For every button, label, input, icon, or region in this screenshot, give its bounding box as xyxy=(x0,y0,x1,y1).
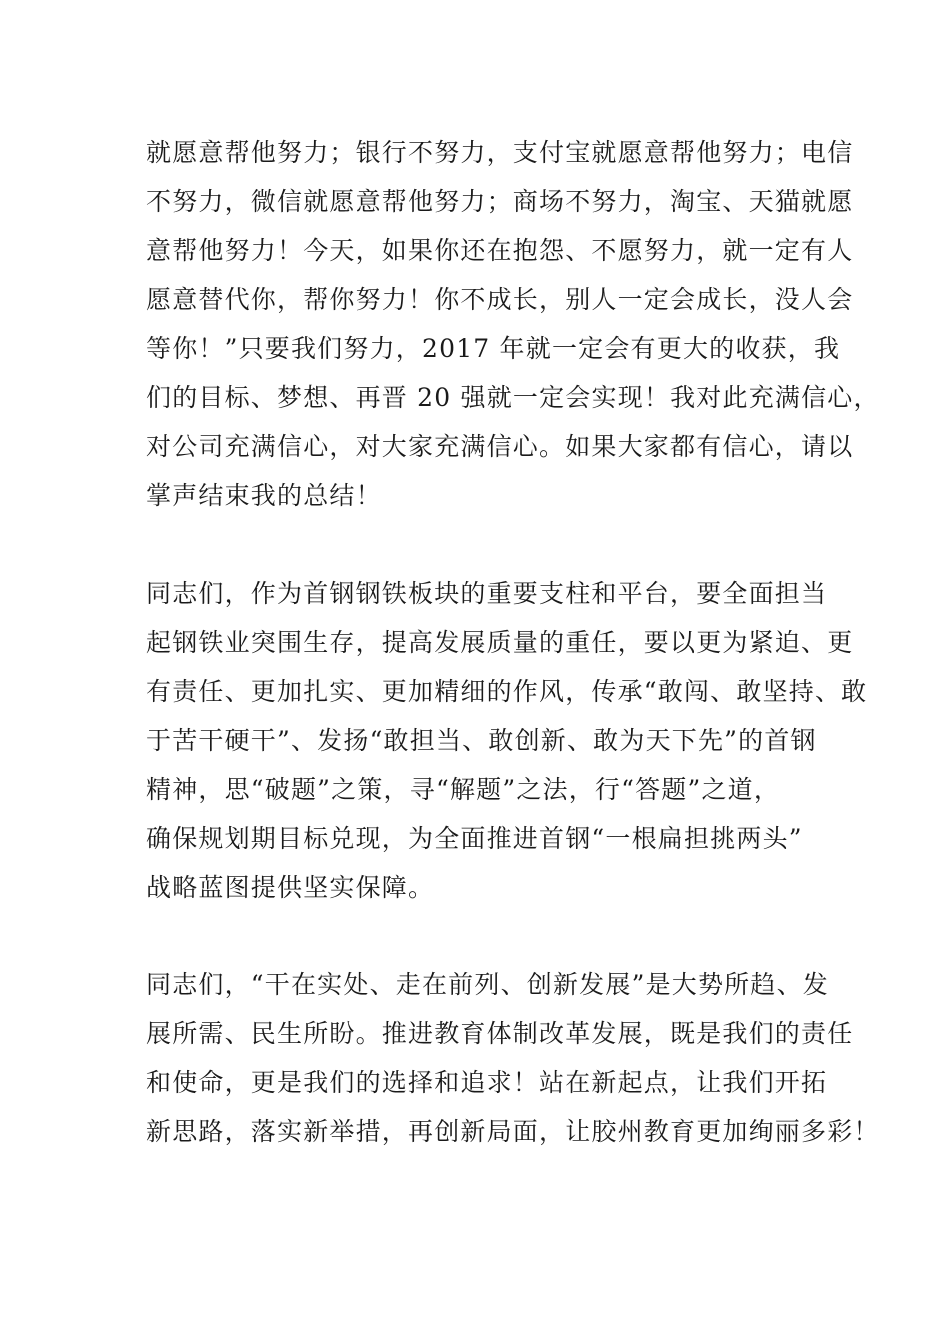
paragraph-line: 们的目标、梦想、再晋 20 强就一定会实现！我对此充满信心， xyxy=(146,383,880,412)
paragraph-line: 于苦干硬干”、发扬“敢担当、敢创新、敢为天下先”的首钢 xyxy=(146,726,817,755)
paragraph-line: 新思路，落实新举措，再创新局面，让胶州教育更加绚丽多彩！ xyxy=(146,1117,880,1146)
paragraph-line: 同志们，作为首钢钢铁板块的重要支柱和平台，要全面担当 xyxy=(146,579,828,608)
paragraph-line: 精神，思“破题”之策，寻“解题”之法，行“答题”之道， xyxy=(146,775,781,804)
document-body xyxy=(146,128,880,1156)
paragraph-line: 确保规划期目标兑现，为全面推进首钢“一根扁担挑两头” xyxy=(146,824,803,853)
paragraph-line: 战略蓝图提供坚实保障。 xyxy=(146,873,435,902)
paragraph-line: 展所需、民生所盼。推进教育体制改革发展，既是我们的责任 xyxy=(146,1019,854,1048)
paragraph-line: 对公司充满信心，对大家充满信心。如果大家都有信心，请以 xyxy=(146,432,854,461)
paragraph-line: 同志们，“干在实处、走在前列、创新发展”是大势所趋、发 xyxy=(146,970,829,999)
paragraph-line: 和使命，更是我们的选择和追求！站在新起点，让我们开拓 xyxy=(146,1068,828,1097)
paragraph-1 xyxy=(146,128,880,520)
paragraph-2 xyxy=(146,569,868,912)
paragraph-spacer xyxy=(146,912,810,960)
paragraph-line: 掌声结束我的总结！ xyxy=(146,481,382,510)
paragraph-line: 起钢铁业突围生存，提高发展质量的重任，要以更为紧迫、更 xyxy=(146,628,854,657)
paragraph-line: 愿意替代你，帮你努力！你不成长，别人一定会成长，没人会 xyxy=(146,285,854,314)
paragraph-line: 就愿意帮他努力；银行不努力，支付宝就愿意帮他努力；电信 xyxy=(146,138,854,167)
paragraph-line: 等你！”只要我们努力，2017 年就一定会有更大的收获，我 xyxy=(146,334,841,363)
paragraph-line: 意帮他努力！今天，如果你还在抱怨、不愿努力，就一定有人 xyxy=(146,236,854,265)
paragraph-spacer xyxy=(146,520,810,569)
paragraph-3 xyxy=(146,960,880,1156)
paragraph-line: 不努力，微信就愿意帮他努力；商场不努力，淘宝、天猫就愿 xyxy=(146,187,854,216)
paragraph-line: 有责任、更加扎实、更加精细的作风，传承“敢闯、敢坚持、敢 xyxy=(146,677,868,706)
